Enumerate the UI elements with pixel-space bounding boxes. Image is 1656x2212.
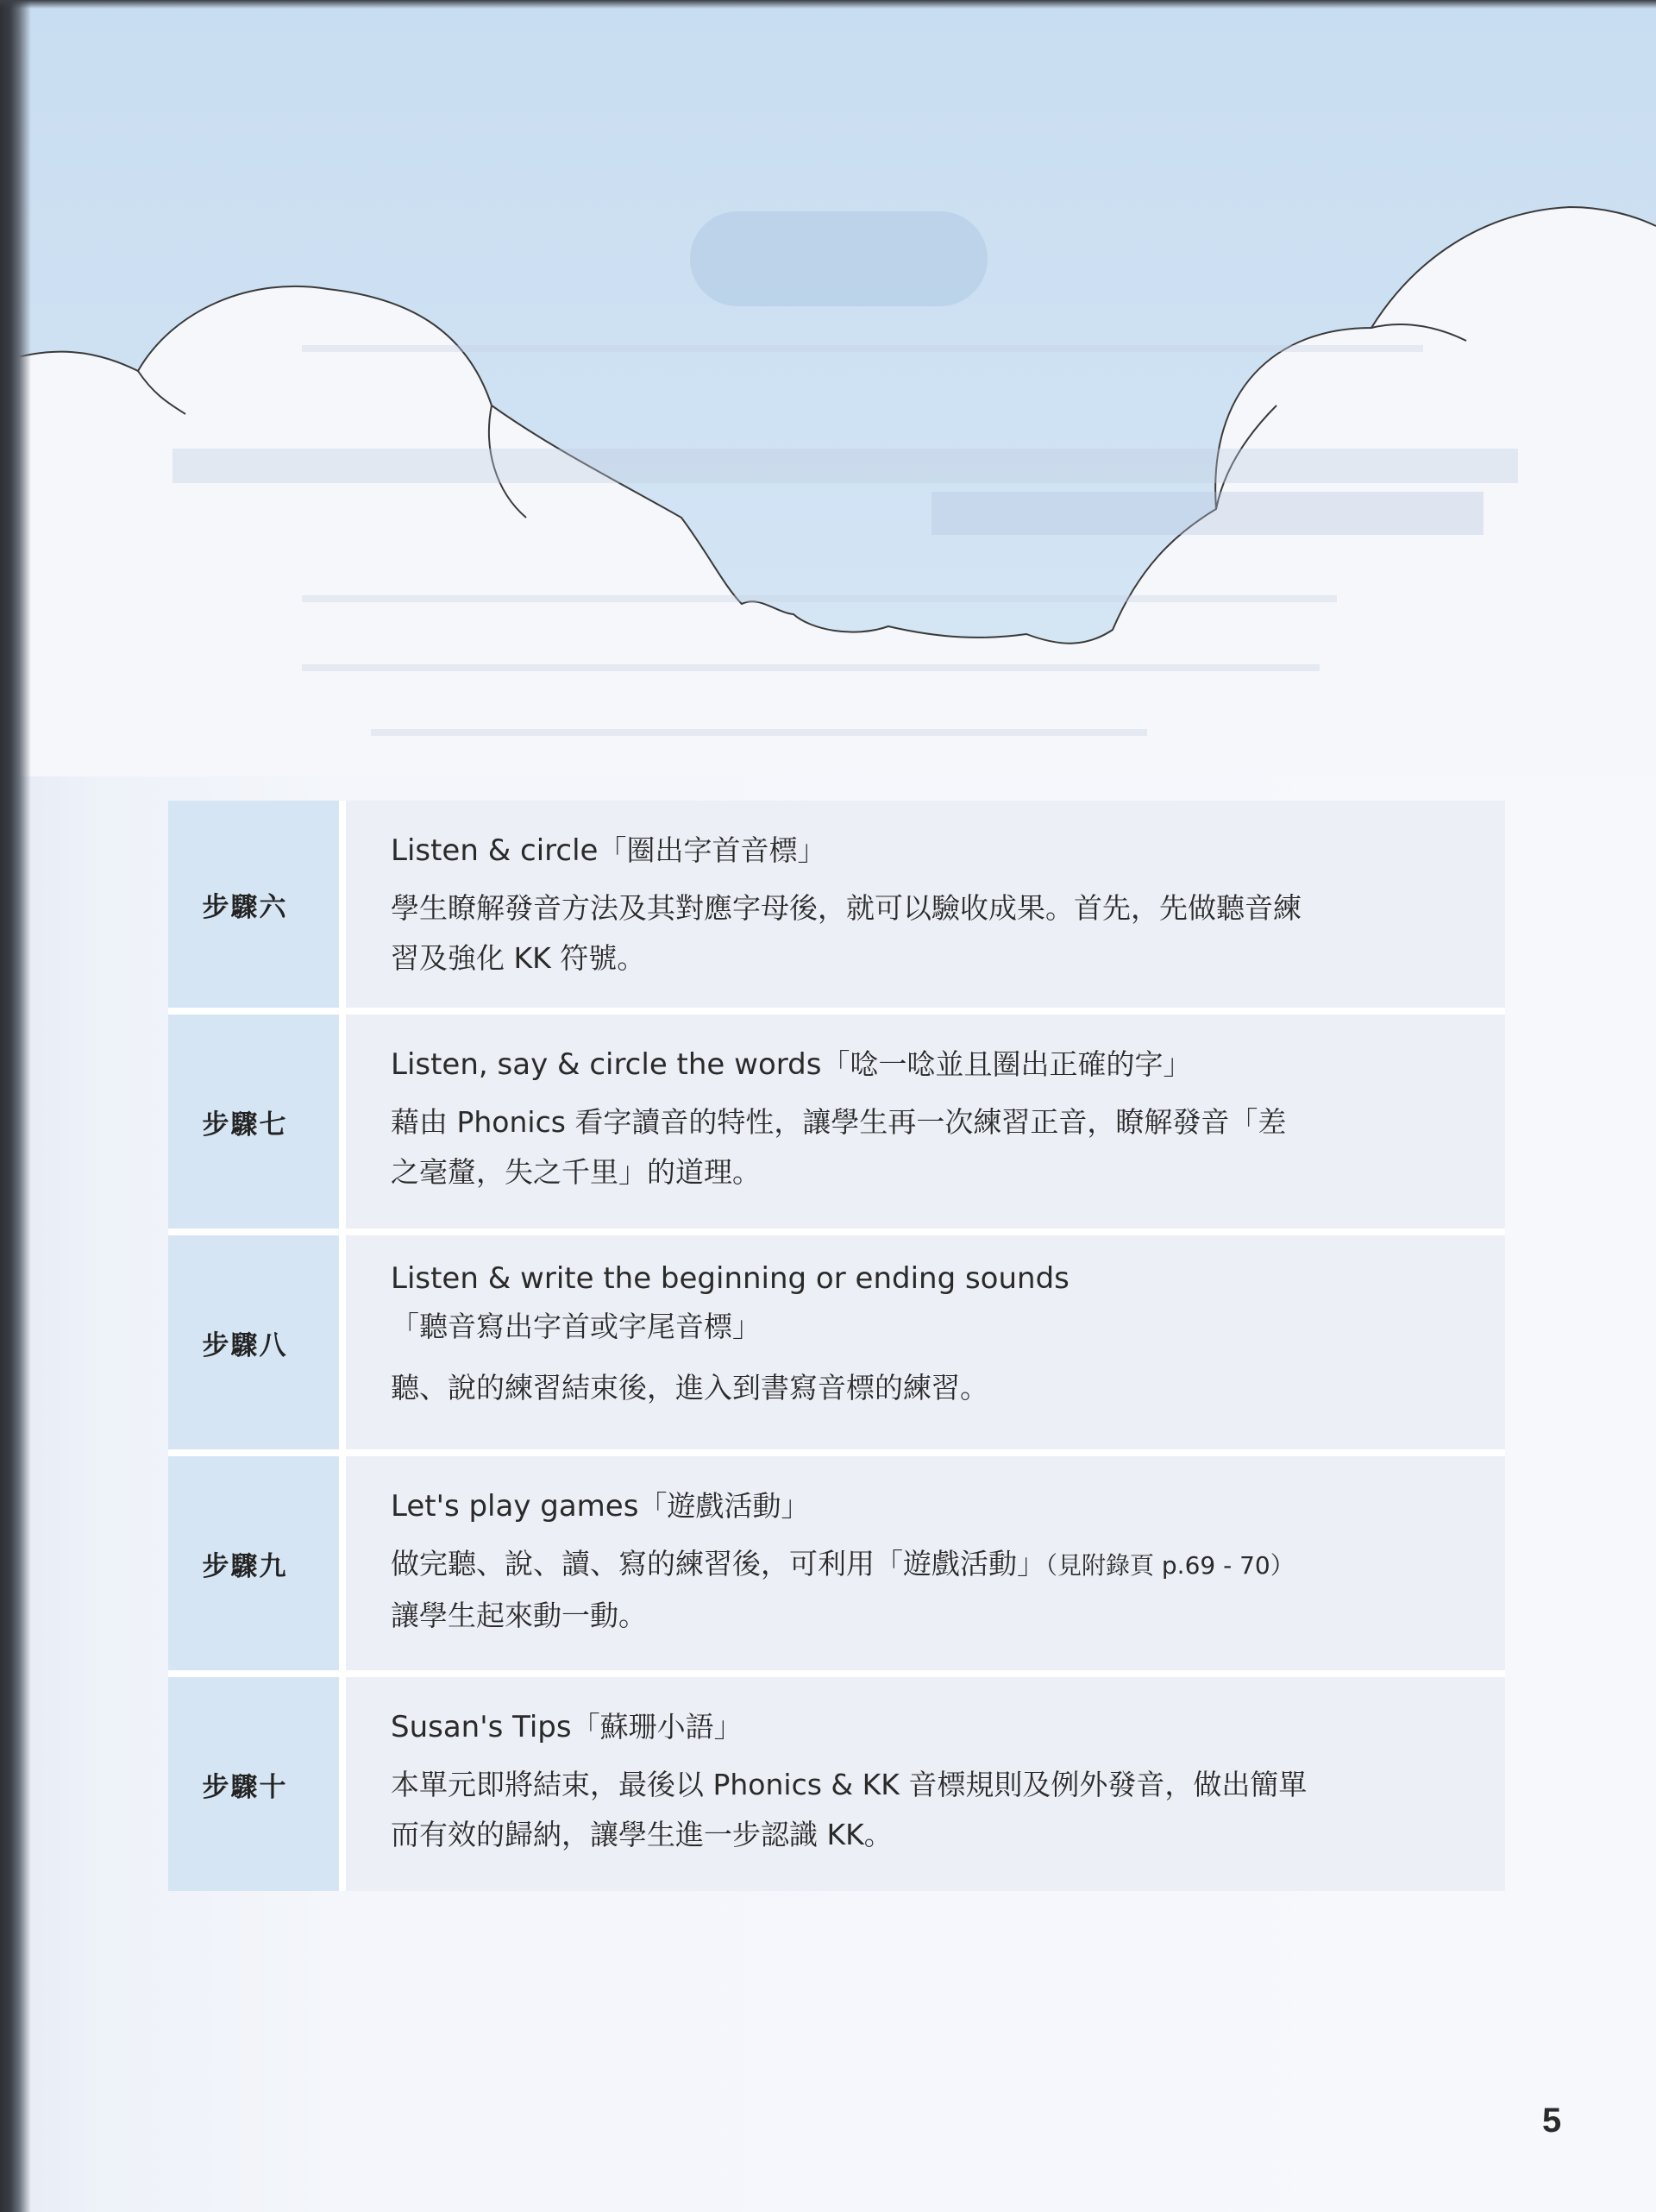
show-through-texture: [0, 0, 1656, 863]
step-label-cell: [168, 1677, 346, 1891]
step-desc-line2: 習及強化 KK 符號。: [391, 941, 646, 975]
step-row-9: [168, 1449, 1505, 1670]
step-title-zh: 「遊戲活動」: [638, 1489, 810, 1523]
step-title-en: Listen & circle: [391, 833, 599, 868]
step-content-cell: [346, 1456, 1505, 1670]
step-title: [391, 1254, 1471, 1351]
step-label: 步驟八: [202, 1329, 288, 1361]
step-desc-line1: 聽、說的練習結束後，進入到書寫音標的練習。: [391, 1371, 988, 1404]
step-desc-line2: 之毫釐，失之千里」的道理。: [391, 1155, 761, 1189]
step-label-cell: [168, 1456, 346, 1670]
step-desc-line2: 讓學生起來動一動。: [391, 1599, 647, 1632]
step-desc-line2: 而有效的歸納，讓學生進一步認識 KK。: [391, 1818, 893, 1851]
step-description: [391, 883, 1471, 983]
step-content-cell: [346, 1677, 1505, 1891]
step-row-6: [168, 801, 1505, 1008]
step-label-cell: [168, 801, 346, 1008]
step-title: [391, 1703, 1471, 1751]
step-title: [391, 826, 1471, 875]
scan-top-edge: [0, 0, 1656, 9]
step-description: [391, 1363, 1471, 1413]
step-row-8: [168, 1229, 1505, 1449]
step-desc-appendix-ref: （見附錄頁 p.69 - 70）: [1045, 1551, 1295, 1580]
step-label-cell: [168, 1235, 346, 1449]
step-label: 步驟六: [202, 891, 288, 923]
step-title-zh: 「唸一唸並且圈出正確的字」: [821, 1047, 1192, 1081]
step-desc-line1: 藉由 Phonics 看字讀音的特性，讓學生再一次練習正音，瞭解發音「差: [391, 1105, 1287, 1139]
step-content-cell: [346, 1015, 1505, 1229]
step-row-10: [168, 1670, 1505, 1891]
step-title-en: Susan's Tips: [391, 1710, 572, 1744]
step-desc-line1: 學生瞭解發音方法及其對應字母後，就可以驗收成果。首先，先做聽音練: [391, 891, 1302, 925]
step-title-en: Let's play games: [391, 1489, 639, 1524]
step-label: 步驟七: [202, 1109, 288, 1141]
step-title: [391, 1482, 1471, 1530]
step-title-zh-line2: 「聽音寫出字首或字尾音標」: [391, 1310, 761, 1343]
book-binding-shadow: [0, 0, 31, 2212]
step-label-cell: [168, 1015, 346, 1229]
step-description: [391, 1539, 1471, 1641]
step-content-cell: [346, 1235, 1505, 1449]
steps-table: [168, 801, 1505, 1891]
step-label: 步驟十: [202, 1771, 288, 1803]
step-title-zh: 「蘇珊小語」: [571, 1710, 743, 1744]
step-title: [391, 1040, 1471, 1089]
page-number: 5: [1542, 2102, 1562, 2140]
step-row-7: [168, 1008, 1505, 1229]
step-title-en: Listen, say & circle the words: [391, 1047, 822, 1082]
step-content-cell: [346, 801, 1505, 1008]
step-description: [391, 1760, 1471, 1860]
step-description: [391, 1097, 1471, 1197]
step-title-zh: 「圈出字首音標」: [598, 833, 826, 867]
step-label: 步驟九: [202, 1550, 288, 1582]
step-title-en: Listen & write the beginning or ending sounds: [391, 1261, 1070, 1296]
step-desc-line1: 本單元即將結束，最後以 Phonics & KK 音標規則及例外發音，做出簡單: [391, 1768, 1308, 1801]
step-desc-line1: 做完聽、說、讀、寫的練習後，可利用「遊戲活動」: [391, 1547, 1045, 1580]
